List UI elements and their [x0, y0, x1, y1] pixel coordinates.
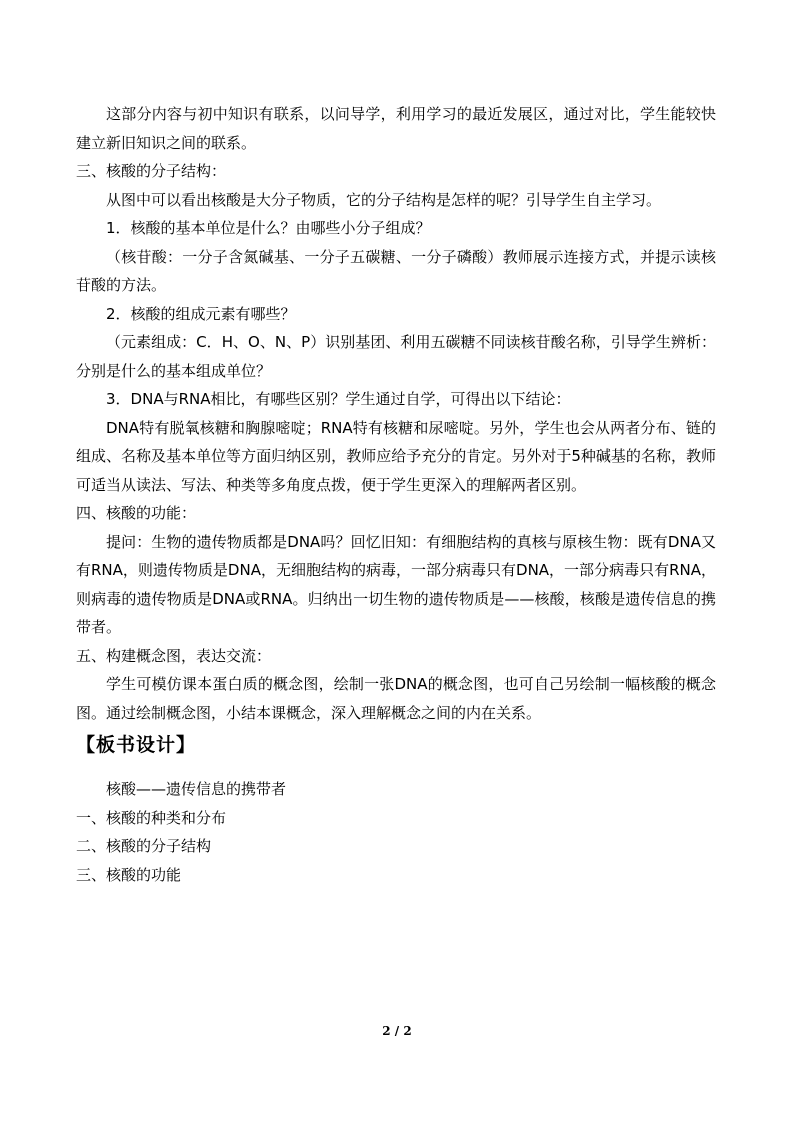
answer-3: DNA特有脱氧核糖和胸腺嘧啶；RNA特有核糖和尿嘧啶。另外，学生也会从两者分布、链的组成、名称及基本单位等方面归纳区别，教师应给予充分的肯定。另外对于5种碱基的名称，教师可适当从读法、写法、种类等多角度点拨，便于学生更深入的理解两者区别。: [76, 418, 716, 494]
answer-1: （核苷酸：一分子含氮碱基、一分子五碳糖、一分子磷酸）教师展示连接方式，并提示读核苷酸的方法。: [76, 247, 716, 294]
question-2: 2．核酸的组成元素有哪些？: [106, 304, 296, 323]
intro-paragraph: 这部分内容与初中知识有联系，以问导学，利用学习的最近发展区，通过对比，学生能较快建立新旧知识之间的联系。: [76, 105, 716, 152]
document-page: [76, 100, 716, 889]
section-heading-function: 四、核酸的功能：: [76, 504, 197, 522]
question-1: 1．核酸的基本单位是什么？由哪些小分子组成？: [106, 219, 431, 237]
board-design-heading: 【板书设计】: [76, 734, 197, 756]
question-3: 3．DNA与RNA相比，有哪些区别？学生通过自学，可得出以下结论：: [106, 390, 571, 408]
answer-2: （元素组成：C．H、O、N、P）识别基团、利用五碳糖不同读核苷酸名称，引导学生辨析：分别是什么的基本组成单位？: [76, 333, 716, 380]
page-number: 2 / 2: [382, 1024, 412, 1038]
board-spacer: [76, 763, 716, 775]
section-heading-concept-map: 五、构建概念图，表达交流：: [76, 646, 272, 665]
section-heading-molecular-structure: 三、核酸的分子结构：: [76, 162, 227, 180]
function-paragraph: 提问：生物的遗传物质都是DNA吗？回忆旧知：有细胞结构的真核与原核生物：既有DNA又有RNA，则遗传物质是DNA，无细胞结构的病毒，一部分病毒只有DNA，一部分病毒只有RNA，则病毒的遗传物质是DNA或RNA。归纳出一切生物的遗传物质是——核酸，核酸是遗传信息的携带者。: [76, 532, 716, 636]
board-item: 二、核酸的分子结构: [76, 837, 212, 855]
board-item: 一、核酸的种类和分布: [76, 808, 227, 827]
board-title: 核酸——遗传信息的携带者: [106, 780, 287, 798]
structure-intro-paragraph: 从图中可以看出核酸是大分子物质，它的分子结构是怎样的呢？引导学生自主学习。: [106, 190, 662, 209]
concept-map-paragraph: 学生可模仿课本蛋白质的概念图，绘制一张DNA的概念图，也可自己另绘制一幅核酸的概念图。通过绘制概念图，小结本课概念，深入理解概念之间的内在关系。: [76, 675, 716, 722]
board-item: 三、核酸的功能: [76, 865, 182, 884]
